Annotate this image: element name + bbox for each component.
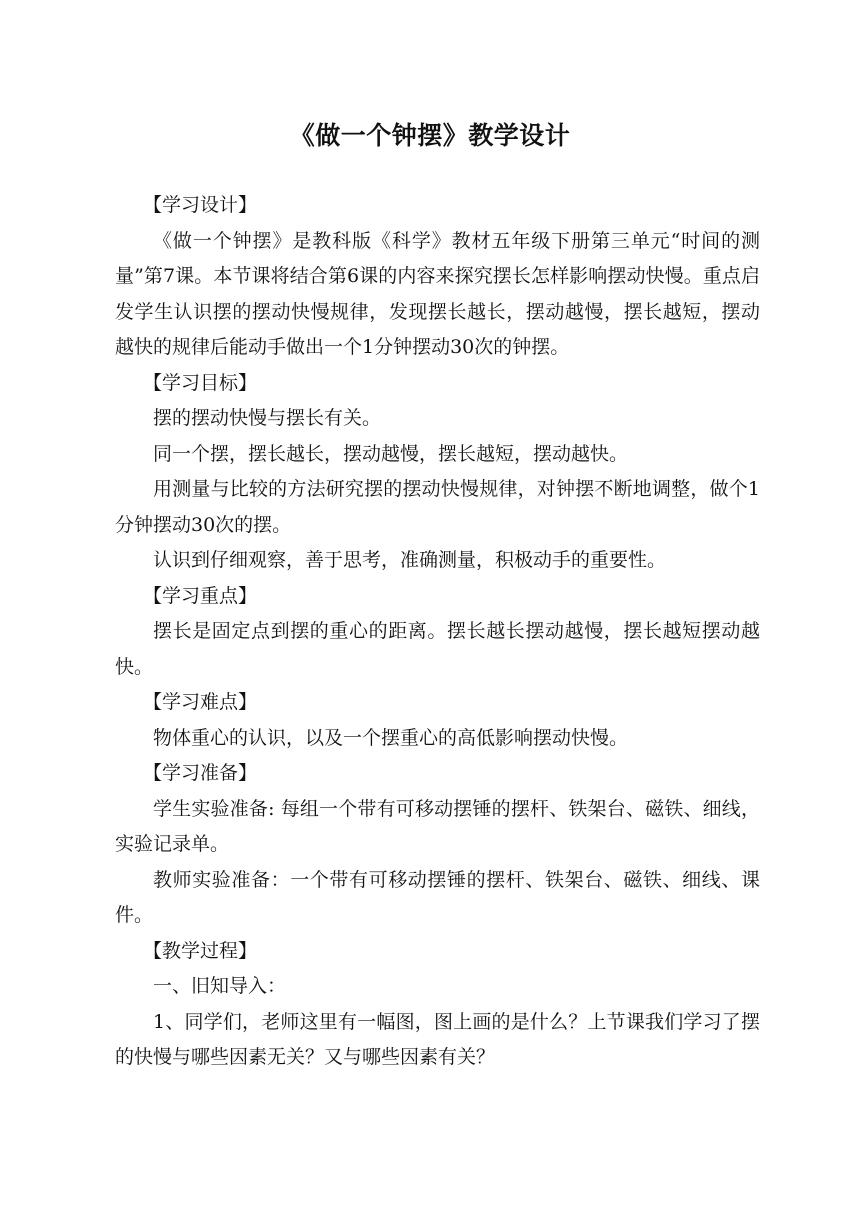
goal-item: 摆的摆动快慢与摆长有关。 (153, 407, 382, 429)
key-paragraph: 摆长是固定点到摆的重心的距离。摆长越长摆动越慢，摆长越短摆动越快。 (115, 620, 760, 678)
goal-item: 认识到仔细观察，善于思考，准确测量，积极动手的重要性。 (153, 549, 667, 571)
prep-teacher-paragraph: 教师实验准备：一个带有可移动摆锤的摆杆、铁架台、磁铁、细线、课件。 (115, 868, 760, 926)
difficulty-paragraph: 物体重心的认识，以及一个摆重心的高低影响摆动快慢。 (153, 726, 629, 749)
process-step: 一、旧知导入： (153, 975, 287, 997)
section-heading-prep: 【学习准备】 (143, 762, 258, 784)
document-title: 《做一个钟摆》教学设计 (289, 121, 571, 150)
section-heading-difficulty: 【学习难点】 (143, 691, 258, 713)
design-paragraph: 《做一个钟摆》是教科版《科学》教材五年级下册第三单元“时间的测量”第7课。本节课将结合第6课的内容来探究摆长怎样影响摆动快慢。重点启发学生认识摆的摆动快慢规律，发现摆长越长，摆动越慢，摆长越短，摆动越快的规律后能动手做出一个1分钟摆动30次的钟摆。 (115, 229, 760, 358)
section-heading-key: 【学习重点】 (143, 584, 258, 607)
prep-student-paragraph: 学生实验准备: 每组一个带有可移动摆锤的摆杆、铁架台、磁铁、细线，实验记录单。 (115, 797, 760, 855)
section-heading-process: 【教学过程】 (143, 939, 258, 962)
section-heading-goals: 【学习目标】 (143, 371, 258, 394)
document-body (115, 188, 760, 1076)
goal-item: 同一个摆，摆长越长，摆动越慢，摆长越短，摆动越快。 (153, 442, 629, 465)
section-heading-design: 【学习设计】 (143, 194, 258, 216)
process-item: 1、同学们，老师这里有一幅图，图上画的是什么？上节课我们学习了摆的快慢与哪些因素无关？又与哪些因素有关？ (115, 1010, 760, 1068)
goal-item: 用测量与比较的方法研究摆的摆动快慢规律，对钟摆不断地调整，做个1分钟摆动30次的摆。 (115, 478, 760, 536)
